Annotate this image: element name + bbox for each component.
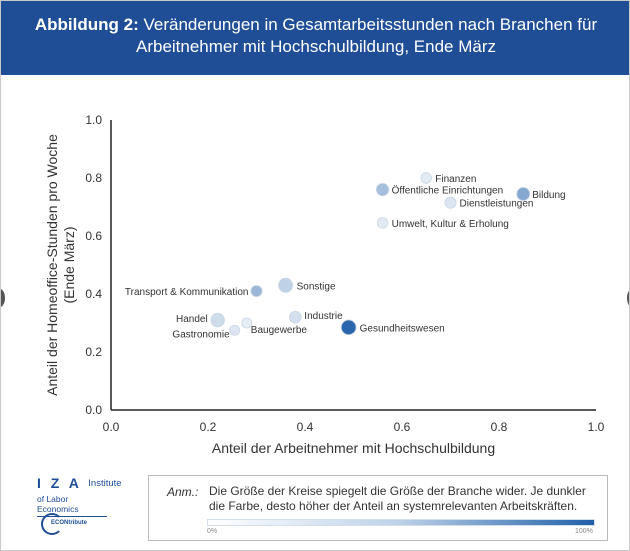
x-tick-label: 0.0	[102, 420, 120, 434]
chart-title-bold: Abbildung 2:	[34, 15, 139, 34]
iza-institute: Institute	[88, 478, 122, 489]
data-point	[341, 320, 356, 335]
y-tick-label: 0.8	[85, 171, 102, 185]
chart-point-labels	[125, 174, 566, 340]
color-scale-max: 100%	[575, 528, 593, 535]
y-tick-label: 0.6	[85, 229, 102, 243]
iza-letters: I Z A	[37, 475, 82, 491]
data-point-label: Finanzen	[435, 174, 477, 185]
y-axis-label: Anteil der Homeoffice-Stunden pro Woche	[44, 134, 60, 396]
data-point-label: Transport & Kommunikation	[124, 287, 249, 299]
note-label: Anm.:	[167, 485, 199, 499]
data-point-label: Gesundheitswesen	[359, 323, 445, 335]
data-point	[251, 286, 262, 297]
y-tick-label: 1.0	[85, 113, 102, 127]
x-tick-label: 0.2	[199, 420, 217, 434]
y-axis-label-sub: (Ende März)	[61, 226, 77, 304]
econtribute-logo	[39, 511, 89, 537]
data-point-label: Sonstige	[296, 281, 336, 293]
data-point-label: Handel	[175, 314, 208, 326]
data-point	[421, 173, 432, 184]
data-point	[445, 197, 456, 208]
chart-header	[1, 1, 630, 75]
y-tick-label: 0.0	[85, 403, 102, 417]
scatter-chart	[1, 75, 630, 470]
data-point	[211, 313, 225, 327]
data-point-label: Bildung	[532, 189, 566, 201]
data-point-label: Umwelt, Kultur & Erholung	[391, 218, 509, 230]
data-point	[230, 325, 240, 335]
data-point	[377, 218, 388, 229]
note-box	[148, 475, 608, 541]
data-point-label: Baugewerbe	[250, 325, 307, 336]
data-point-label: Öffentliche Einrichtungen	[391, 185, 504, 197]
iza-subtitle: of Labor Economics	[37, 494, 107, 517]
color-scale-bar	[207, 519, 595, 526]
chart-points	[211, 173, 530, 336]
chart-title-line2: Arbeitnehmer mit Hochschulbildung, Ende März	[135, 37, 496, 56]
y-axis-label-group	[44, 134, 77, 396]
x-tick-label: 1.0	[587, 420, 605, 434]
data-point	[289, 311, 301, 323]
data-point-label: Industrie	[304, 311, 343, 323]
econtribute-text: ECONtribute	[51, 520, 87, 526]
data-point-label: Dienstleistungen	[459, 198, 534, 210]
chart-title-rest: Veränderungen in Gesamtarbeitsstunden nach Branchen für	[138, 15, 598, 34]
data-point	[279, 278, 293, 292]
y-tick-label: 0.4	[85, 287, 102, 301]
x-axis-label: Anteil der Arbeitnehmer mit Hochschulbildung	[211, 440, 496, 456]
data-point	[376, 183, 388, 195]
note-text: Die Größe der Kreise spiegelt die Größe der Branche wider. Je dunkler die Farbe, desto höher der Anteil an systemrelevanten Arbeitskräften.	[209, 484, 586, 513]
chart-title-line1	[1, 14, 630, 36]
color-scale-min: 0%	[207, 528, 218, 535]
x-tick-label: 0.8	[490, 420, 508, 434]
x-tick-label: 0.4	[296, 420, 314, 434]
y-tick-label: 0.2	[85, 345, 102, 359]
x-tick-label: 0.6	[393, 420, 411, 434]
data-point-label: Gastronomie	[172, 329, 230, 341]
